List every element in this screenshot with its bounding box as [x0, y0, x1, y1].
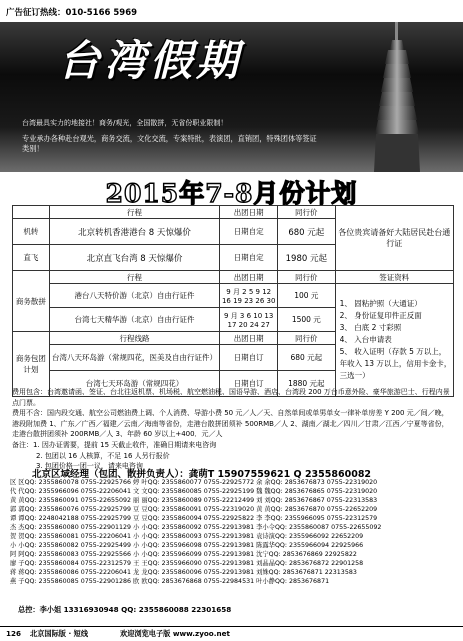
- contact-row: 代 代QQ: 2355966096 0755-22206041 文 文QQ: 2355860085 0755-22925199 魏 魏QQ: 2853676865 0755-22319020: [10, 488, 378, 495]
- note: 3. 包团价格一团一议，请来电咨询: [36, 462, 143, 471]
- website-link[interactable]: 欢迎浏览电子版 www.zyoo.net: [120, 629, 230, 638]
- note: 备注：1. 因办证需要，提前 15 天截止收件，准确日期请来电咨询: [12, 440, 217, 449]
- price-cell: 680 元起: [278, 219, 336, 245]
- col-route: 行程: [49, 206, 220, 219]
- contact-row: 贺 贺QQ: 2355860081 0755-22206041 小 小QQ: 2355860093 0755-22913981 袁诗演QQ: 2355966092 22652209: [10, 533, 364, 540]
- fees-included: 费用包含：台湾邀请函、签证、台北往返机票、机场税、航空燃油税、国语导游、酒店、台湾段 200 万台币意外险、豪华旅游巴士、行程内景点门票。: [12, 388, 450, 407]
- col-date: 出团日期: [220, 271, 278, 284]
- contact-row: 廖 子QQ: 2355860084 0755-22312579 王 王QQ: 2355966090 0755-22913981 刘晶晶QQ: 2853676872 22901258: [10, 560, 364, 567]
- doc-item: 3、 白底 2 寸彩照: [339, 323, 402, 332]
- general-contact: 总控：李小姐 13316930948 QQ: 2355860088 22301658: [18, 605, 232, 614]
- col-date: 出团日期: [220, 206, 278, 219]
- ad-hotline: 广告征订热线：010-5166 5969: [6, 8, 138, 18]
- col-price: 同行价: [278, 206, 336, 219]
- route-cell: 台湾七天精华游（北京）自由行证件: [49, 308, 220, 332]
- contact-row: 黄 黄QQ: 2355860091 0755-22655092 丽 丽QQ: 2355860089 0755-22212499 刘 刘QQ: 2853676867 0755-22313583: [10, 497, 378, 504]
- regional-manager: 北京区域经理（包团、散拼负责人）：龚萌T 15907559621 Q 2355860082: [32, 469, 372, 480]
- row-category: 直飞: [13, 245, 50, 271]
- price-cell: 1880 元起: [278, 371, 336, 397]
- fees-section: [12, 387, 454, 472]
- contact-row: 杰 杰QQ: 2355860080 0755-22901129 小 小QQ: 2355860092 0755-22913981 李小令QQ: 2355860087 0755-22655092: [10, 524, 382, 531]
- col-docs: 签证资料: [335, 271, 453, 284]
- price-cell: 100 元: [278, 284, 336, 308]
- doc-item: 4、 入台申请表: [339, 335, 392, 344]
- route-cell: 台湾八天环岛游（常规四花，医美及自由行证件）: [49, 345, 220, 371]
- contact-row: 区 区QQ: 2355860078 0755-22925766 婷 叶QQ: 2355860077 0755-22925772 余 余QQ: 2853676873 0755-22319020: [10, 479, 378, 486]
- note: 2. 包团以 16 人核算，不足 16 人另行报价: [36, 451, 170, 460]
- visa-note: 各位贵宾请备好大陆居民赴台通行证: [335, 206, 453, 271]
- doc-item: 5、 收入证明（存款 5 万以上，年收入 13 万以上，信用卡金卡，三选一）: [339, 347, 452, 380]
- price-cell: 1980 元起: [278, 245, 336, 271]
- visa-docs: [335, 284, 453, 397]
- date-cell: 日期自订: [220, 345, 278, 371]
- contact-row: 郭 郭QQ: 2355860076 0755-22925799 豆 豆QQ: 2355860091 0755-22319020 黄 黄QQ: 2853676870 0755-22652209: [10, 506, 378, 513]
- col-price: 同行价: [278, 332, 336, 345]
- route-cell: 台湾七天环岛游（常规四花）: [49, 371, 220, 397]
- route-cell: 北京转机香港港台 8 天惊爆价: [49, 219, 220, 245]
- contact-row: 小 小QQ: 2355860082 0755-22925499 小 小QQ: 2355966098 0755-22913981 陈露华QQ: 2355966094 22925966: [10, 542, 364, 549]
- contact-row: 蒋 蒋QQ: 2355860086 0755-22206041 龙 龙QQ: 2355860096 0755-22913981 刘姝QQ: 2853676871 22313583: [10, 569, 357, 576]
- date-cell: 日期自定: [220, 245, 278, 271]
- page-number: 126: [6, 629, 22, 638]
- itinerary-table: [12, 205, 454, 397]
- col-route: 行程: [49, 271, 220, 284]
- banner-slogan: 台湾最具实力的地接社！商务/观光，全国散拼，无省份职业限制！: [22, 119, 228, 127]
- doc-item: 2、 身份证复印件正反面: [339, 311, 422, 320]
- contact-row: 阿 阿QQ: 2355860083 0755-22925566 小 小QQ: 2355966099 0755-22913981 沈宁QQ: 2853676869 22925822: [10, 551, 357, 558]
- row-category: 机转: [13, 219, 50, 245]
- banner: [0, 22, 463, 172]
- plan-heading: 2015年7-8月份计划: [105, 179, 358, 208]
- price-cell: 680 元起: [278, 345, 336, 371]
- date-cell: 日期自订: [220, 371, 278, 397]
- route-cell: 港台八天特价游（北京）自由行证件: [49, 284, 220, 308]
- page-footer: [0, 626, 463, 641]
- contact-list: [10, 478, 456, 586]
- date-cell: 日期自定: [220, 219, 278, 245]
- paper-name: 北京国际版 · 短线: [30, 629, 89, 638]
- contact-row: 燕 子QQ: 2355860085 0755-22901286 欧 欧QQ: 2853676868 0755-22984531 叶小静QQ: 2853676871: [10, 578, 330, 585]
- contact-row: 谭 谭QQ: 2248042188 0755-22925799 豆 豆QQ: 2355860094 0755-22925822 李 李QQ: 2355966095 0755-22312579: [10, 515, 378, 522]
- col-price: 同行价: [278, 271, 336, 284]
- date-cell: 9 月 2 5 9 12 16 19 23 26 30: [220, 284, 278, 308]
- fees-excluded: 费用不含：国内段交通、航空公司燃油费上调、个人消费、导游小费 50 元／人／天、自然单间或单男单女一律补单房差 Y 200 元／间／晚，港段附加费 1、广东／广西／福建／云南／海南等省份，走港台散拼团须补 500RMB／人 2、湖南／湖北／四川／甘肃／江西／宁夏等省份，走港台散拼团须补 200RMB／人 3、年龄 60 岁以上+400．元／人: [12, 409, 449, 439]
- private-category: 商务包团计划: [13, 332, 50, 397]
- taipei-101-icon: [362, 22, 432, 172]
- date-cell: 9 月 3 6 10 13 17 20 24 27: [220, 308, 278, 332]
- doc-item: 1、 固粘护照（大通证）: [339, 299, 422, 308]
- price-cell: 1500 元: [278, 308, 336, 332]
- banner-title: 台湾假期: [58, 36, 243, 85]
- col-route: 行程线路: [49, 332, 220, 345]
- banner-description: 专业承办各种赴台观光，商务交流，文化交流，专案特批，表演团，直销团，特殊团体等签证类别！: [22, 134, 317, 153]
- route-cell: 北京直飞台湾 8 天惊爆价: [49, 245, 220, 271]
- group-category: 商务散拼: [13, 271, 50, 332]
- col-date: 出团日期: [220, 332, 278, 345]
